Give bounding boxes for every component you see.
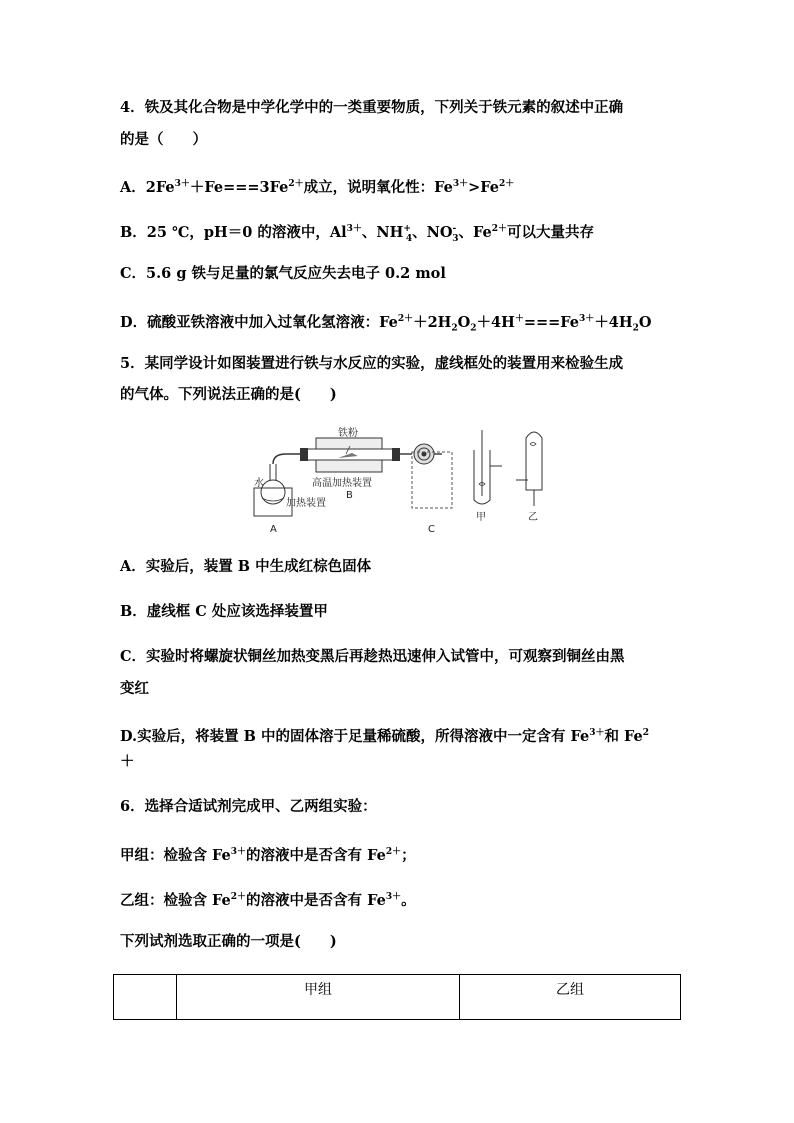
q4-option-c: C．5.6 g 铁与足量的氯气反应失去电子 0.2 mol (120, 265, 446, 282)
table-header-empty (114, 975, 177, 1020)
table-header-yi: 乙组 (460, 975, 681, 1020)
q6-group-yi: 乙组：检验含 $Fe^{2+}$的溶液中是否含有 $Fe^{3+}$。 (120, 891, 416, 909)
q5-option-c-line1: C．实验时将螺旋状铜丝加热变黑后再趁热迅速伸入试管中，可观察到铜丝由黑 (120, 648, 625, 665)
q6-prompt: 下列试剂选取正确的一项是( ) (120, 933, 337, 950)
label-water: 水 (254, 478, 264, 489)
label-b: B (346, 490, 353, 501)
tube-yi (516, 432, 542, 506)
table-header-jia: 甲组 (177, 975, 460, 1020)
table-row (114, 975, 681, 1020)
q5-stem-line2: 的气体。下列说法正确的是( ) (120, 386, 337, 403)
tube-jia (474, 430, 502, 504)
q6-options-table (113, 974, 681, 1020)
q5-option-d-line1: D.实验后，将装置 B 中的固体溶于足量稀硫酸，所得溶液中一定含有 $Fe^{3+}$和 Fe$^2$ (120, 727, 650, 745)
label-iron-powder: 铁粉 (338, 428, 358, 439)
q5-option-c-line2: 变红 (120, 680, 149, 697)
label-jia: 甲 (476, 512, 486, 523)
furnace-b (300, 438, 442, 472)
apparatus-diagram (246, 420, 566, 538)
q5-stem-line1: 5．某同学设计如图装置进行铁与水反应的实验，虚线框处的装置用来检验生成 (120, 355, 624, 372)
q5-option-d-line2: ＋ (120, 753, 135, 770)
label-high-temp: 高温加热装置 (312, 478, 372, 489)
label-heating: 加热装置 (286, 498, 326, 509)
q5-option-b: B．虚线框 C 处应该选择装置甲 (120, 603, 328, 620)
q6-stem: 6．选择合适试剂完成甲、乙两组实验： (120, 798, 377, 815)
label-yi: 乙 (528, 512, 538, 523)
q4-option-d: D．硫酸亚铁溶液中加入过氧化氢溶液：$Fe^{2+}+2H_2O_2+4H^+===Fe^{3+}+4H_2O$ (120, 313, 652, 334)
q5-option-a: A．实验后，装置 B 中生成红棕色固体 (120, 558, 372, 575)
label-c: C (428, 524, 435, 535)
q6-group-jia: 甲组：检验含 $Fe^{3+}$的溶液中是否含有 $Fe^{2+}$； (120, 846, 416, 864)
label-a: A (270, 524, 277, 535)
q4-stem-line2: 的是（ ） (120, 131, 207, 148)
q4-option-a: A．$2Fe^{3+}+Fe===3Fe^{2+}$成立，说明氧化性：$Fe^{3+}>Fe^{2+}$ (120, 178, 515, 196)
q4-stem-line1: 4．铁及其化合物是中学化学中的一类重要物质，下列关于铁元素的叙述中正确 (120, 99, 624, 116)
q4-option-b: B．25 ℃，pH＝0 的溶液中，$Al^{3+}$、$NH^+_4$、$NO^-_3$、$Fe^{2+}$可以大量共存 (120, 223, 595, 244)
